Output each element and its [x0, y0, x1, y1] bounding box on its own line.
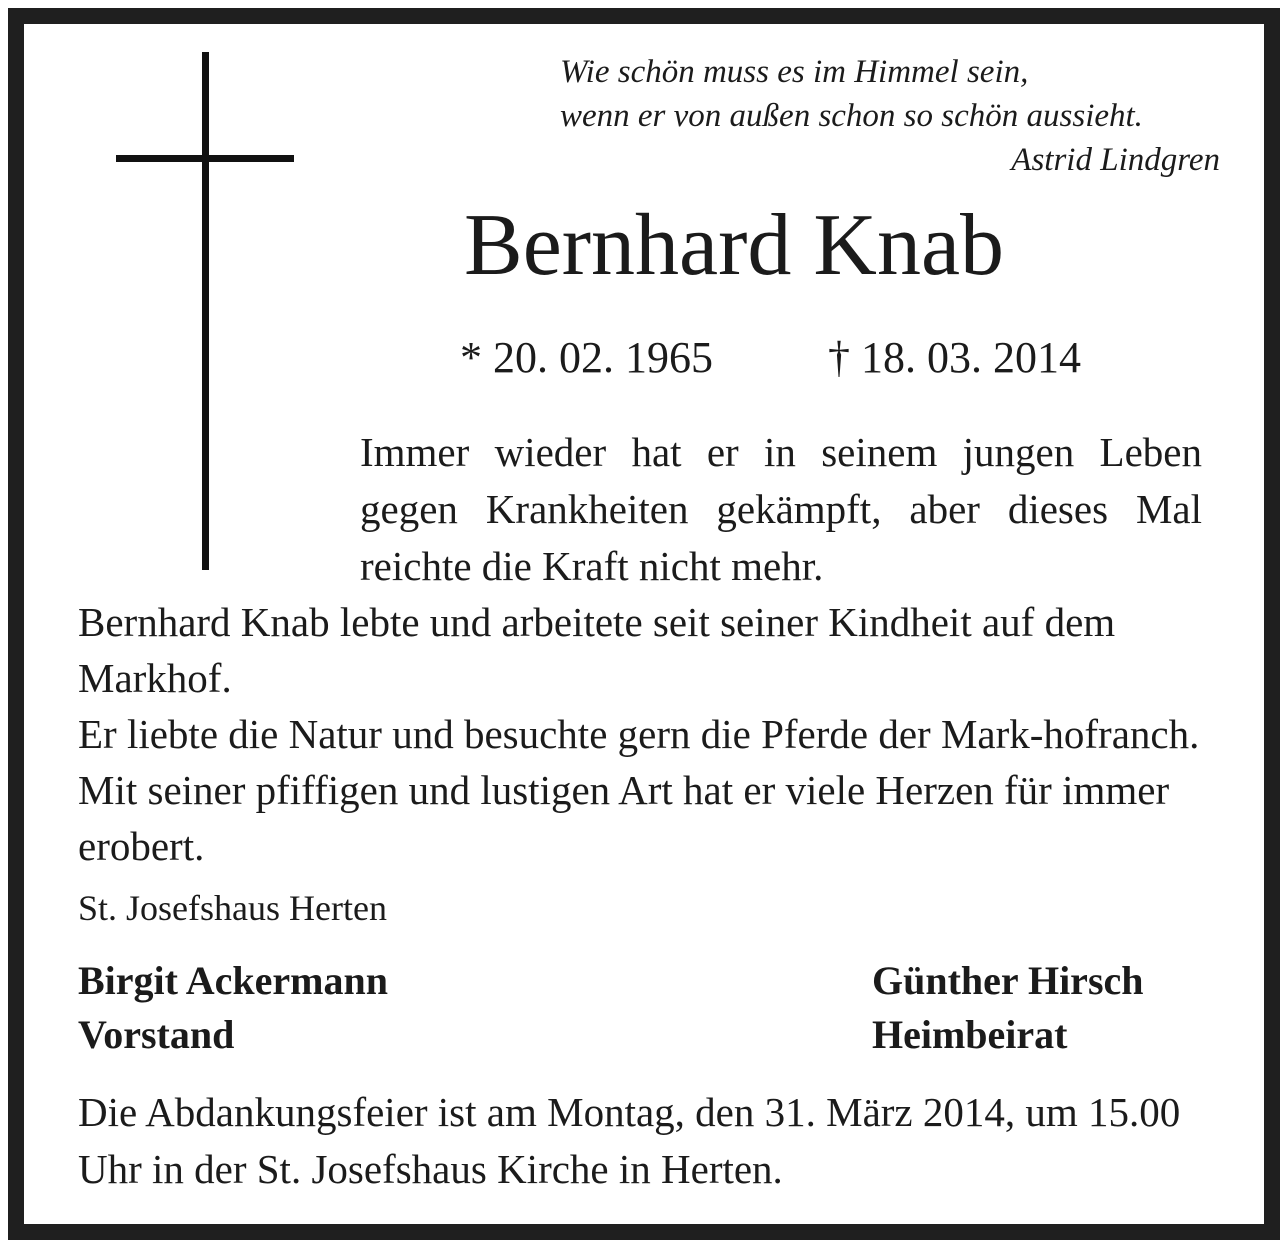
funeral-service-info: Die Abdankungsfeier ist am Montag, den 31. März 2014, um 15.00 Uhr in der St. Josefshaus Kirche in Herten.	[78, 1089, 1181, 1192]
signatory-name: Birgit Ackermann	[78, 958, 388, 1003]
quote-author: Astrid Lindgren	[1011, 142, 1220, 178]
cross-icon-bar	[116, 155, 294, 162]
biography	[78, 594, 1202, 874]
signatory-left	[78, 954, 388, 1062]
birth-date: * 20. 02. 1965	[460, 333, 713, 382]
cross-icon	[202, 52, 209, 570]
organization-name: St. Josefshaus Herten	[78, 888, 387, 928]
deceased-name: Bernhard Knab	[464, 197, 1005, 294]
death-date: † 18. 03. 2014	[828, 333, 1081, 382]
signatory-role: Vorstand	[78, 1012, 235, 1057]
biography-paragraph: Er liebte die Natur und besuchte gern die Pferde der Mark-hofranch. Mit seiner pfiffigen und lustigen Art hat er viele Herzen für immer erobert.	[78, 711, 1200, 869]
epigraph-quote	[500, 50, 1220, 182]
intro-paragraph: Immer wieder hat er in seinem jungen Leben gegen Krankheiten gekämpft, aber dieses Mal reichte die Kraft nicht mehr.	[360, 429, 1202, 589]
obituary-frame	[8, 8, 1280, 1240]
signatory-role: Heimbeirat	[872, 1012, 1068, 1057]
quote-line: Wie schön muss es im Himmel sein,	[560, 54, 1029, 90]
quote-line: wenn er von außen schon so schön aussieht.	[560, 98, 1143, 134]
signatory-name: Günther Hirsch	[872, 958, 1144, 1003]
signatory-right	[872, 954, 1144, 1062]
biography-paragraph: Bernhard Knab lebte und arbeitete seit seiner Kindheit auf dem Markhof.	[78, 599, 1116, 701]
